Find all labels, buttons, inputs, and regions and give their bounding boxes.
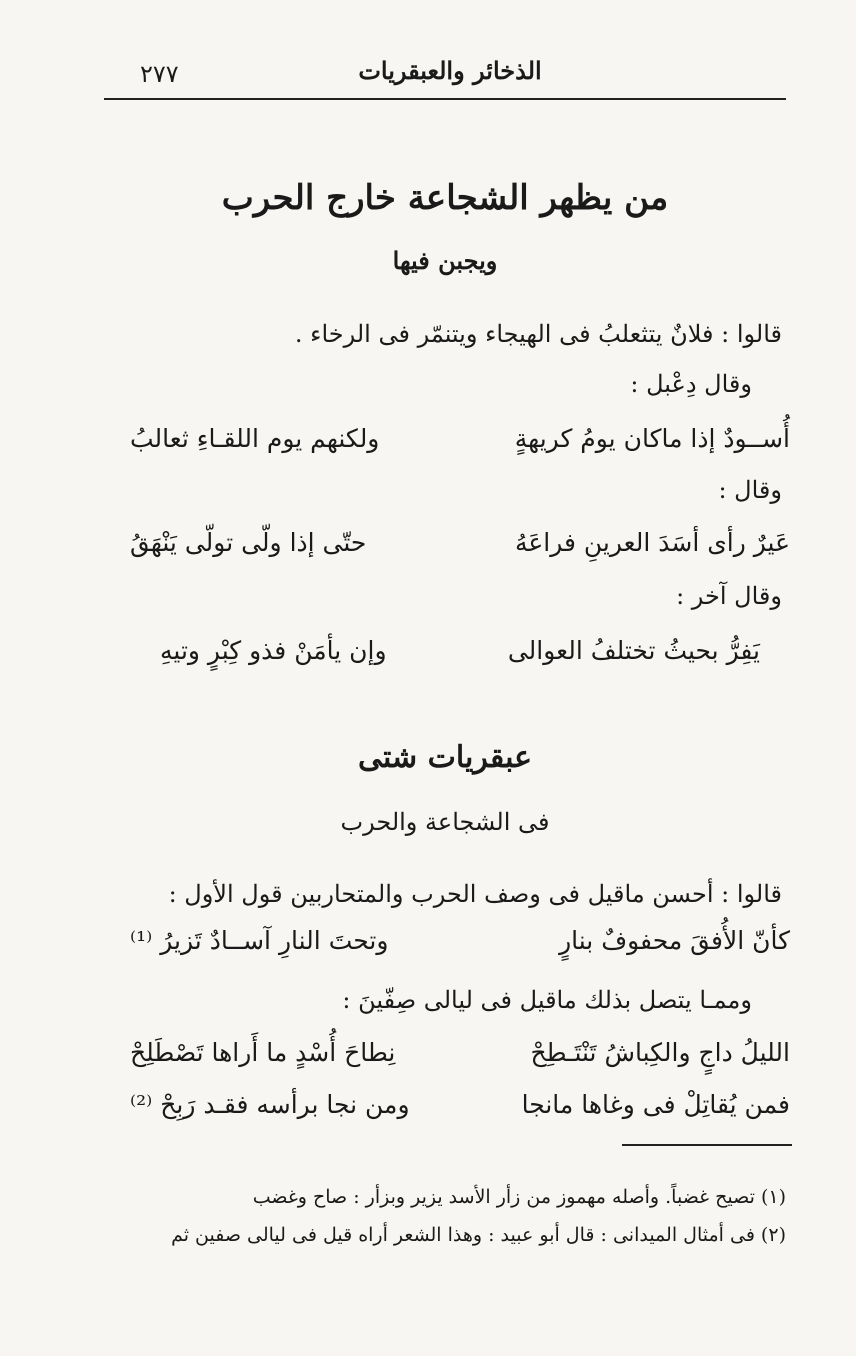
hemistich: الليلُ داجٍ والكِباشُ تَنْتَـطِحْ	[530, 1038, 790, 1067]
hemistich: ومن نجا برأسه فقـد رَبِحْ ⁽²⁾	[130, 1090, 410, 1119]
section-subtitle: فى الشجاعة والحرب	[340, 808, 550, 836]
verse-line	[130, 926, 790, 955]
hemistich: فمن يُقاتِلْ فى وغاها مانجا	[521, 1090, 790, 1119]
poet-attribution: وقال آخر :	[676, 582, 782, 610]
hemistich: يَفِرُّ بحيثُ تختلفُ العوالى	[507, 636, 760, 665]
hemistich: عَيرٌ رأى أسَدَ العرينِ فراعَهُ	[514, 528, 790, 557]
intro-paragraph: قالوا : فلانٌ يتثعلبُ فى الهيجاء ويتنمّر فى الرخاء .	[294, 320, 782, 348]
hemistich: وإن يأمَنْ فذو كِبْرٍ وتيهِ	[160, 636, 387, 665]
section-title: عبقريات شتى	[357, 740, 533, 775]
poet-attribution: وقال دِعْبل :	[630, 370, 752, 398]
footnote-rule	[622, 1144, 792, 1146]
intro-paragraph: قالوا : أحسن ماقيل فى وصف الحرب والمتحاربين قول الأول :	[168, 880, 782, 908]
verse-line	[130, 1090, 790, 1119]
hemistich: وتحتَ النارِ آســادٌ تَزيرُ ⁽¹⁾	[130, 926, 389, 955]
section-subtitle: ويجبن فيها	[392, 246, 498, 275]
footnote: (٢) فى أمثال الميدانى : قال أبو عبيد : وهذا الشعر أراه قيل فى ليالى صفين ثم	[171, 1224, 786, 1246]
hemistich: أُســودٌ إذا ماكان يومُ كريهةٍ	[514, 424, 790, 453]
hemistich: ولكنهم يوم اللقـاءِ ثعالبُ	[130, 424, 380, 453]
running-title: الذخائر والعبقريات	[358, 56, 542, 85]
page-number: ٢٧٧	[140, 60, 179, 88]
hemistich: نِطاحَ أُسْدٍ ما أَراها تَصْطَلِحْ	[130, 1038, 396, 1067]
poet-attribution: وقال :	[718, 476, 782, 504]
verse-line	[130, 1038, 790, 1067]
poet-attribution: وممـا يتصل بذلك ماقيل فى ليالى صِفّينَ :	[342, 986, 752, 1014]
header-rule	[104, 98, 786, 100]
verse-line	[130, 528, 790, 557]
footnote: (١) تصيح غضباً. وأصله مهموز من زأر الأسد يزير وبزأر : صاح وغضب	[252, 1186, 786, 1208]
section-title: من يظهر الشجاعة خارج الحرب	[221, 178, 669, 218]
verse-line	[160, 636, 760, 665]
verse-line	[130, 424, 790, 453]
hemistich: حتّى إذا ولّى تولّى يَنْهَقُ	[130, 528, 367, 557]
hemistich: كأنّ الأُفقَ محفوفٌ بنارٍ	[559, 926, 790, 955]
